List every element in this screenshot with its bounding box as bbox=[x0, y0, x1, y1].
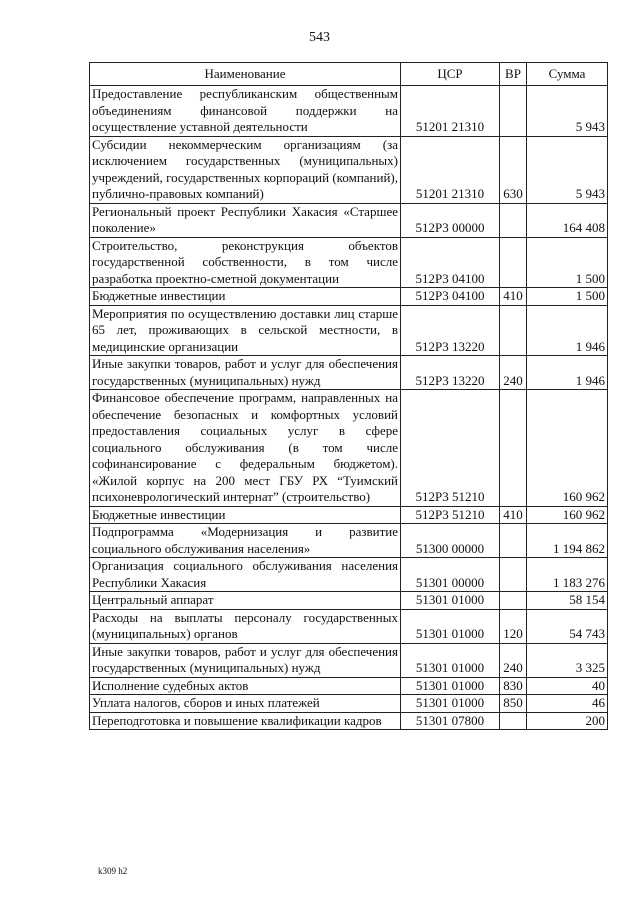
row-vr bbox=[500, 305, 527, 356]
row-vr: 410 bbox=[500, 506, 527, 524]
row-name: Субсидии некоммерческим организациям (за исключением государственных (муниципальных) учреждений, государственных корпораций (компаний), публично-правовых компаний) bbox=[90, 136, 401, 203]
row-name: Строительство, реконструкция объектов государственной собственности, в том числе разработка проектно-сметной документации bbox=[90, 237, 401, 288]
row-vr bbox=[500, 524, 527, 558]
table-row bbox=[90, 712, 608, 730]
table-row bbox=[90, 390, 608, 507]
table-row bbox=[90, 558, 608, 592]
row-vr bbox=[500, 390, 527, 507]
footer-code: k309 h2 bbox=[98, 866, 128, 876]
row-vr bbox=[500, 86, 527, 137]
row-vr: 120 bbox=[500, 609, 527, 643]
row-csr: 512P3 04100 bbox=[401, 288, 500, 306]
header-sum: Сумма bbox=[527, 63, 608, 86]
table-row bbox=[90, 237, 608, 288]
table-row bbox=[90, 695, 608, 713]
row-csr: 512P3 13220 bbox=[401, 305, 500, 356]
header-name: Наименование bbox=[90, 63, 401, 86]
row-name: Бюджетные инвестиции bbox=[90, 288, 401, 306]
row-name: Региональный проект Республики Хакасия «Старшее поколение» bbox=[90, 203, 401, 237]
row-csr: 51300 00000 bbox=[401, 524, 500, 558]
row-sum: 1 194 862 bbox=[527, 524, 608, 558]
row-name: Иные закупки товаров, работ и услуг для обеспечения государственных (муниципальных) нужд bbox=[90, 356, 401, 390]
row-vr bbox=[500, 592, 527, 610]
page-number: 543 bbox=[309, 30, 330, 45]
row-sum: 5 943 bbox=[527, 136, 608, 203]
row-csr: 51201 21310 bbox=[401, 86, 500, 137]
row-sum: 160 962 bbox=[527, 506, 608, 524]
row-csr: 51301 07800 bbox=[401, 712, 500, 730]
row-sum: 3 325 bbox=[527, 643, 608, 677]
row-sum: 40 bbox=[527, 677, 608, 695]
table-row bbox=[90, 506, 608, 524]
row-name: Иные закупки товаров, работ и услуг для обеспечения государственных (муниципальных) нужд bbox=[90, 643, 401, 677]
table-row bbox=[90, 136, 608, 203]
row-vr bbox=[500, 237, 527, 288]
row-sum: 200 bbox=[527, 712, 608, 730]
row-name: Переподготовка и повышение квалификации кадров bbox=[90, 712, 401, 730]
row-sum: 1 946 bbox=[527, 356, 608, 390]
row-vr bbox=[500, 558, 527, 592]
row-vr bbox=[500, 203, 527, 237]
row-csr: 51301 00000 bbox=[401, 558, 500, 592]
row-vr: 410 bbox=[500, 288, 527, 306]
header-csr: ЦСР bbox=[401, 63, 500, 86]
row-sum: 5 943 bbox=[527, 86, 608, 137]
row-csr: 51301 01000 bbox=[401, 592, 500, 610]
row-vr: 830 bbox=[500, 677, 527, 695]
row-name: Организация социального обслуживания населения Республики Хакасия bbox=[90, 558, 401, 592]
row-vr: 240 bbox=[500, 356, 527, 390]
row-name: Финансовое обеспечение программ, направленных на обеспечение безопасных и комфортных условий предоставления социальных услуг в сфере социального обслуживания (в том числе софинансирование с федеральным бюджетом). «Жилой корпус на 200 мест ГБУ РХ “Туимский психоневрологический интернат” (строительство) bbox=[90, 390, 401, 507]
table-row bbox=[90, 203, 608, 237]
row-sum: 46 bbox=[527, 695, 608, 713]
row-sum: 1 183 276 bbox=[527, 558, 608, 592]
table-row bbox=[90, 677, 608, 695]
row-sum: 54 743 bbox=[527, 609, 608, 643]
table-row bbox=[90, 288, 608, 306]
row-name: Предоставление республиканским общественным объединениям финансовой поддержки на осуществление уставной деятельности bbox=[90, 86, 401, 137]
table-row bbox=[90, 86, 608, 137]
row-csr: 512P3 04100 bbox=[401, 237, 500, 288]
table-row bbox=[90, 609, 608, 643]
row-csr: 51201 21310 bbox=[401, 136, 500, 203]
table-row bbox=[90, 524, 608, 558]
row-csr: 512P3 13220 bbox=[401, 356, 500, 390]
row-name: Бюджетные инвестиции bbox=[90, 506, 401, 524]
row-csr: 512P3 51210 bbox=[401, 506, 500, 524]
table-body bbox=[90, 86, 608, 730]
table-row bbox=[90, 305, 608, 356]
row-name: Уплата налогов, сборов и иных платежей bbox=[90, 695, 401, 713]
row-csr: 512P3 00000 bbox=[401, 203, 500, 237]
row-sum: 58 154 bbox=[527, 592, 608, 610]
row-csr: 51301 01000 bbox=[401, 677, 500, 695]
row-csr: 51301 01000 bbox=[401, 609, 500, 643]
row-vr: 630 bbox=[500, 136, 527, 203]
row-sum: 1 500 bbox=[527, 237, 608, 288]
row-csr: 51301 01000 bbox=[401, 695, 500, 713]
header-vr: ВР bbox=[500, 63, 527, 86]
budget-table bbox=[89, 62, 608, 730]
row-sum: 1 946 bbox=[527, 305, 608, 356]
table-row bbox=[90, 592, 608, 610]
row-vr: 240 bbox=[500, 643, 527, 677]
row-name: Исполнение судебных актов bbox=[90, 677, 401, 695]
row-name: Подпрограмма «Модернизация и развитие социального обслуживания населения» bbox=[90, 524, 401, 558]
table-header-row bbox=[90, 63, 608, 86]
row-sum: 1 500 bbox=[527, 288, 608, 306]
row-csr: 51301 01000 bbox=[401, 643, 500, 677]
row-sum: 164 408 bbox=[527, 203, 608, 237]
row-csr: 512P3 51210 bbox=[401, 390, 500, 507]
row-vr: 850 bbox=[500, 695, 527, 713]
row-name: Центральный аппарат bbox=[90, 592, 401, 610]
row-name: Расходы на выплаты персоналу государственных (муниципальных) органов bbox=[90, 609, 401, 643]
table-row bbox=[90, 356, 608, 390]
row-name: Мероприятия по осуществлению доставки лиц старше 65 лет, проживающих в сельской местности, в медицинские организации bbox=[90, 305, 401, 356]
table-row bbox=[90, 643, 608, 677]
row-vr bbox=[500, 712, 527, 730]
row-sum: 160 962 bbox=[527, 390, 608, 507]
